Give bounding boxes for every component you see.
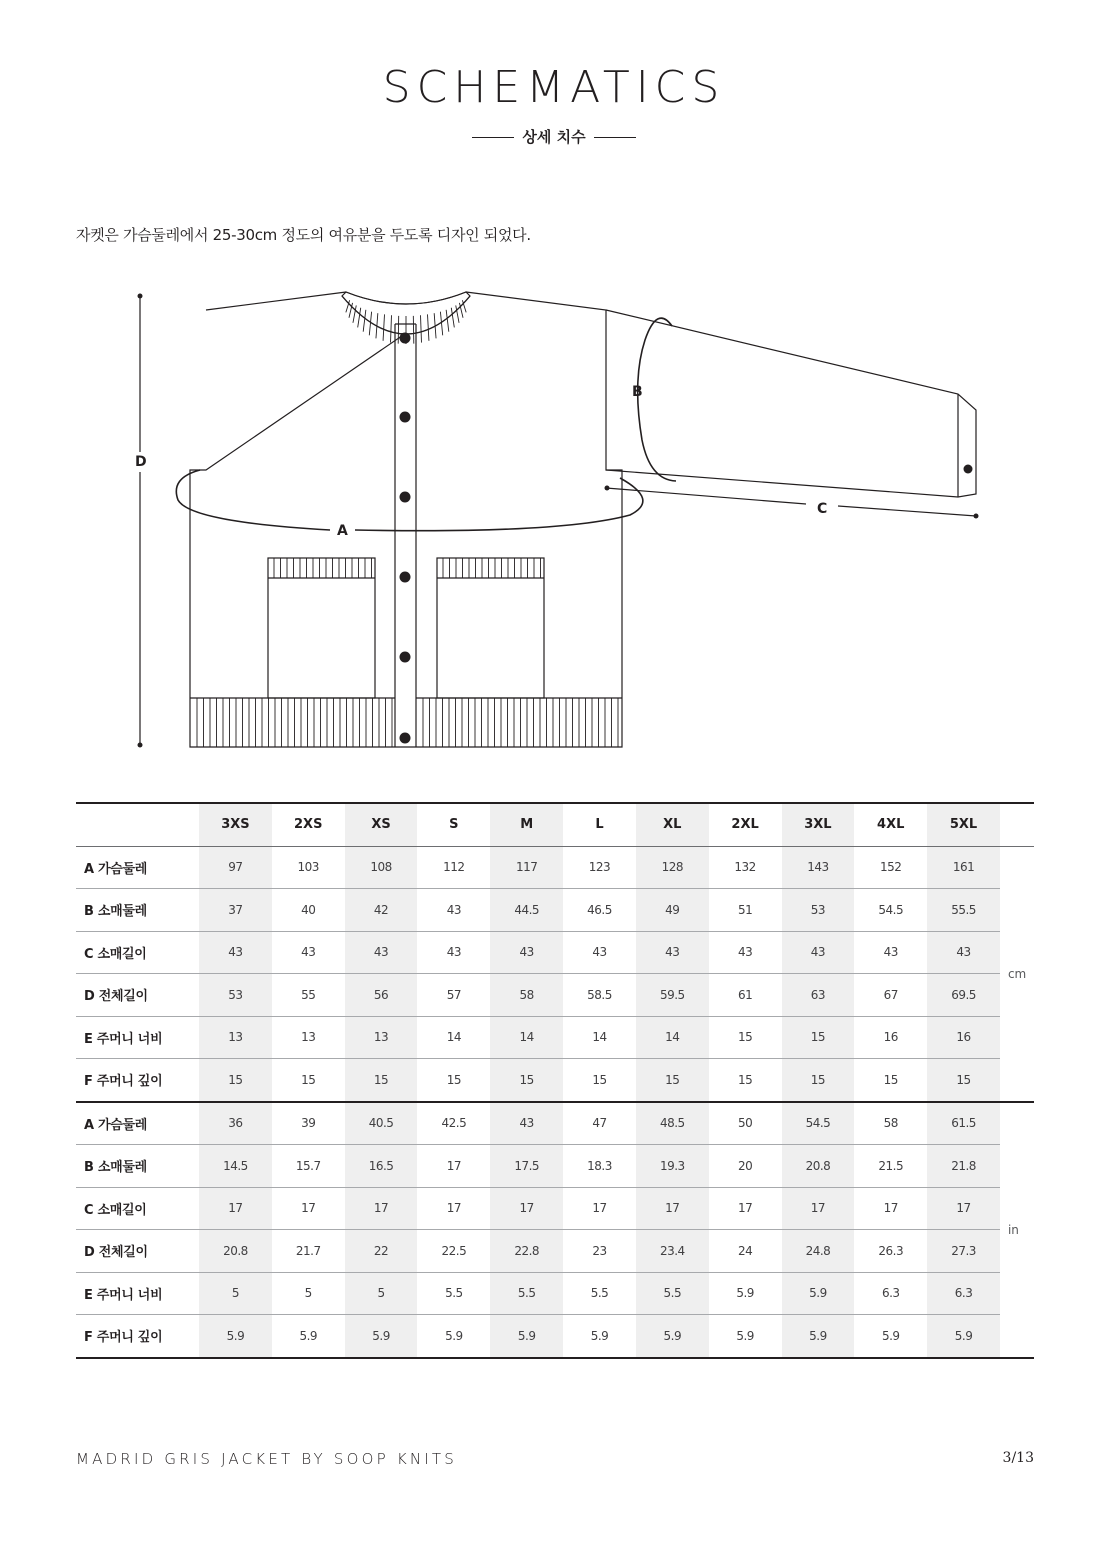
table-cell: 112 [417, 846, 490, 889]
table-cell: 17 [345, 1187, 418, 1230]
table-cell: 117 [490, 846, 563, 889]
table-cell: 40.5 [345, 1102, 418, 1145]
row-label: A 가슴둘레 [76, 1102, 199, 1145]
table-cell: 49 [636, 889, 709, 932]
table-cell: 15 [345, 1059, 418, 1102]
table-cell: 43 [199, 931, 272, 974]
table-cell: 23.4 [636, 1230, 709, 1273]
table-cell: 17 [417, 1187, 490, 1230]
table-cell: 15 [417, 1059, 490, 1102]
table-cell: 22 [345, 1230, 418, 1273]
table-cell: 17 [927, 1187, 1000, 1230]
row-label: F 주머니 깊이 [76, 1059, 199, 1102]
table-cell: 123 [563, 846, 636, 889]
dimension-c [605, 486, 979, 519]
table-cell: 5.5 [490, 1272, 563, 1315]
size-header-row [76, 803, 1034, 846]
table-cell: 43 [636, 931, 709, 974]
table-row [76, 1145, 1034, 1188]
table-cell: 56 [345, 974, 418, 1017]
table-cell: 55.5 [927, 889, 1000, 932]
table-cell: 17 [272, 1187, 345, 1230]
table-row [76, 974, 1034, 1017]
table-cell: 5.9 [927, 1315, 1000, 1358]
table-cell: 15 [636, 1059, 709, 1102]
button-5 [400, 652, 411, 663]
page-subtitle [0, 126, 1108, 147]
table-cell: 26.3 [854, 1230, 927, 1273]
table-cell: 27.3 [927, 1230, 1000, 1273]
table-cell: 5.9 [199, 1315, 272, 1358]
size-header: XS [345, 803, 418, 846]
header-blank [76, 803, 199, 846]
table-cell: 17 [854, 1187, 927, 1230]
row-label: B 소매둘레 [76, 1145, 199, 1188]
table-cell: 13 [199, 1016, 272, 1059]
footer-page-number: 3/13 [1002, 1450, 1034, 1466]
table-cell: 51 [709, 889, 782, 932]
table-cell: 42.5 [417, 1102, 490, 1145]
table-cell: 14 [417, 1016, 490, 1059]
table-cell: 17 [709, 1187, 782, 1230]
row-label: C 소매길이 [76, 1187, 199, 1230]
table-cell: 58 [854, 1102, 927, 1145]
table-cell: 5.9 [563, 1315, 636, 1358]
button-1 [400, 333, 411, 344]
table-row [76, 931, 1034, 974]
table-cell: 5 [272, 1272, 345, 1315]
dimension-a [176, 470, 643, 531]
label-c: C [817, 501, 828, 517]
table-cell: 5.9 [709, 1272, 782, 1315]
table-cell: 24 [709, 1230, 782, 1273]
table-cell: 19.3 [636, 1145, 709, 1188]
row-label: D 전체길이 [76, 1230, 199, 1273]
table-cell: 15 [272, 1059, 345, 1102]
table-row [76, 846, 1034, 889]
table-cell: 5.9 [782, 1315, 855, 1358]
subtitle-text: 상세 치수 [522, 128, 586, 146]
table-cell: 54.5 [782, 1102, 855, 1145]
table-cell: 61 [709, 974, 782, 1017]
table-cell: 6.3 [854, 1272, 927, 1315]
table-cell: 15 [709, 1016, 782, 1059]
table-cell: 5.9 [345, 1315, 418, 1358]
table-cell: 43 [417, 889, 490, 932]
table-row [76, 1315, 1034, 1358]
subtitle-rule-left [472, 137, 514, 138]
table-cell: 58 [490, 974, 563, 1017]
table-cell: 48.5 [636, 1102, 709, 1145]
size-header: XL [636, 803, 709, 846]
row-label: E 주머니 너비 [76, 1272, 199, 1315]
table-row [76, 1187, 1034, 1230]
table-cell: 43 [782, 931, 855, 974]
table-row [76, 889, 1034, 932]
table-cell: 36 [199, 1102, 272, 1145]
table-cell: 14.5 [199, 1145, 272, 1188]
table-cell: 43 [490, 1102, 563, 1145]
size-chart-table [76, 802, 1034, 1359]
table-cell: 5.9 [636, 1315, 709, 1358]
table-cell: 15.7 [272, 1145, 345, 1188]
table-cell: 17.5 [490, 1145, 563, 1188]
table-cell: 46.5 [563, 889, 636, 932]
size-header: S [417, 803, 490, 846]
table-cell: 63 [782, 974, 855, 1017]
table-cell: 43 [563, 931, 636, 974]
table-row [76, 1059, 1034, 1102]
label-b: B [632, 384, 643, 400]
button-6 [400, 733, 411, 744]
table-cell: 53 [782, 889, 855, 932]
table-cell: 6.3 [927, 1272, 1000, 1315]
table-cell: 43 [854, 931, 927, 974]
pocket-left [268, 558, 375, 698]
size-header: 3XL [782, 803, 855, 846]
table-cell: 13 [272, 1016, 345, 1059]
table-cell: 5 [345, 1272, 418, 1315]
table-cell: 143 [782, 846, 855, 889]
size-header: L [563, 803, 636, 846]
table-cell: 40 [272, 889, 345, 932]
jacket-schematic-diagram [0, 270, 1108, 770]
table-cell: 58.5 [563, 974, 636, 1017]
button-band [395, 324, 416, 747]
row-label: B 소매둘레 [76, 889, 199, 932]
table-cell: 14 [490, 1016, 563, 1059]
table-cell: 61.5 [927, 1102, 1000, 1145]
table-cell: 16 [854, 1016, 927, 1059]
table-cell: 17 [199, 1187, 272, 1230]
table-cell: 15 [782, 1059, 855, 1102]
sleeve [606, 310, 976, 497]
table-row [76, 1016, 1034, 1059]
buttons [400, 333, 411, 744]
table-cell: 43 [709, 931, 782, 974]
table-cell: 23 [563, 1230, 636, 1273]
table-cell: 15 [927, 1059, 1000, 1102]
table-cell: 44.5 [490, 889, 563, 932]
table-cell: 24.8 [782, 1230, 855, 1273]
table-cell: 21.8 [927, 1145, 1000, 1188]
table-cell: 17 [490, 1187, 563, 1230]
table-cell: 50 [709, 1102, 782, 1145]
unit-label: in [1000, 1102, 1034, 1358]
table-cell: 39 [272, 1102, 345, 1145]
table-cell: 43 [272, 931, 345, 974]
table-cell: 15 [490, 1059, 563, 1102]
table-cell: 103 [272, 846, 345, 889]
size-header: 4XL [854, 803, 927, 846]
table-cell: 43 [490, 931, 563, 974]
table-cell: 15 [854, 1059, 927, 1102]
table-cell: 42 [345, 889, 418, 932]
size-header: M [490, 803, 563, 846]
size-header: 5XL [927, 803, 1000, 846]
size-header: 2XL [709, 803, 782, 846]
table-cell: 53 [199, 974, 272, 1017]
size-header: 2XS [272, 803, 345, 846]
button-4 [400, 572, 411, 583]
jacket-body [190, 292, 622, 747]
table-cell: 17 [636, 1187, 709, 1230]
table-row [76, 1102, 1034, 1145]
table-cell: 5.5 [563, 1272, 636, 1315]
table-cell: 18.3 [563, 1145, 636, 1188]
footer-pattern-name: MADRID GRIS JACKET BY SOOP KNITS [76, 1450, 457, 1468]
table-cell: 17 [417, 1145, 490, 1188]
table-cell: 14 [636, 1016, 709, 1059]
subtitle-rule-right [594, 137, 636, 138]
table-cell: 17 [563, 1187, 636, 1230]
table-cell: 152 [854, 846, 927, 889]
button-3 [400, 492, 411, 503]
label-d: D [135, 454, 147, 470]
label-a: A [337, 523, 348, 539]
table-cell: 69.5 [927, 974, 1000, 1017]
table-cell: 20 [709, 1145, 782, 1188]
table-cell: 15 [782, 1016, 855, 1059]
table-cell: 5.9 [854, 1315, 927, 1358]
table-cell: 20.8 [782, 1145, 855, 1188]
table-cell: 21.5 [854, 1145, 927, 1188]
table-row [76, 1230, 1034, 1273]
table-cell: 108 [345, 846, 418, 889]
header-unit-blank [1000, 803, 1034, 846]
table-cell: 17 [782, 1187, 855, 1230]
cuff-button [964, 465, 973, 474]
table-cell: 13 [345, 1016, 418, 1059]
size-header: 3XS [199, 803, 272, 846]
table-cell: 5 [199, 1272, 272, 1315]
pocket-right [437, 558, 544, 698]
row-label: F 주머니 깊이 [76, 1315, 199, 1358]
table-cell: 22.5 [417, 1230, 490, 1273]
table-cell: 5.5 [417, 1272, 490, 1315]
table-cell: 43 [927, 931, 1000, 974]
table-cell: 43 [345, 931, 418, 974]
table-cell: 161 [927, 846, 1000, 889]
button-2 [400, 412, 411, 423]
row-label: A 가슴둘레 [76, 846, 199, 889]
table-cell: 37 [199, 889, 272, 932]
table-cell: 5.9 [272, 1315, 345, 1358]
row-label: D 전체길이 [76, 974, 199, 1017]
row-label: E 주머니 너비 [76, 1016, 199, 1059]
row-label: C 소매길이 [76, 931, 199, 974]
table-cell: 47 [563, 1102, 636, 1145]
dimension-b [638, 318, 676, 481]
table-cell: 21.7 [272, 1230, 345, 1273]
table-cell: 57 [417, 974, 490, 1017]
table-cell: 15 [709, 1059, 782, 1102]
table-cell: 5.9 [490, 1315, 563, 1358]
table-cell: 16 [927, 1016, 1000, 1059]
table-cell: 16.5 [345, 1145, 418, 1188]
table-cell: 15 [199, 1059, 272, 1102]
table-cell: 5.9 [782, 1272, 855, 1315]
table-cell: 5.9 [709, 1315, 782, 1358]
dimension-d [138, 294, 143, 748]
table-cell: 5.5 [636, 1272, 709, 1315]
table-cell: 132 [709, 846, 782, 889]
table-cell: 55 [272, 974, 345, 1017]
table-cell: 14 [563, 1016, 636, 1059]
table-cell: 43 [417, 931, 490, 974]
table-row [76, 1272, 1034, 1315]
table-cell: 128 [636, 846, 709, 889]
table-cell: 20.8 [199, 1230, 272, 1273]
page-title: SCHEMATICS [382, 62, 726, 113]
table-cell: 22.8 [490, 1230, 563, 1273]
table-cell: 54.5 [854, 889, 927, 932]
table-cell: 15 [563, 1059, 636, 1102]
table-cell: 97 [199, 846, 272, 889]
table-cell: 59.5 [636, 974, 709, 1017]
unit-label: cm [1000, 846, 1034, 1102]
intro-text: 자켓은 가슴둘레에서 25-30cm 정도의 여유분을 두도록 디자인 되었다. [76, 226, 531, 244]
table-cell: 67 [854, 974, 927, 1017]
table-cell: 5.9 [417, 1315, 490, 1358]
